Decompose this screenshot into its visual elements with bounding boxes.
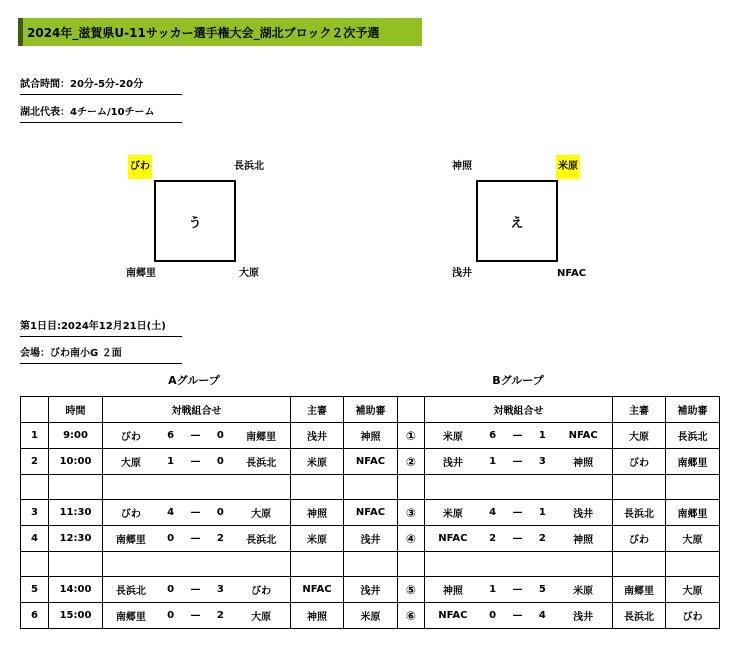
assistant-a: 浅井	[344, 577, 398, 603]
assistant-b: 南郷里	[666, 500, 720, 526]
score-away: 0	[216, 430, 224, 441]
assistant-a: 浅井	[344, 526, 398, 552]
referee-b: 長浜北	[613, 603, 666, 629]
team-home: NFAC	[438, 533, 468, 544]
score-dash: —	[512, 584, 523, 595]
score-dash: —	[512, 430, 523, 441]
day-info: 第1日目:2024年12月21日(土)	[20, 318, 182, 337]
match-number-a: 4	[21, 526, 49, 552]
score-dash: —	[512, 533, 523, 544]
empty-cell	[666, 552, 720, 577]
team-home: 米原	[442, 509, 463, 520]
score-away: 3	[216, 584, 224, 595]
referee-a: 浅井	[291, 423, 344, 449]
bracket-e-top-right	[556, 155, 580, 179]
score-away: 1	[538, 507, 546, 518]
group-a-title: Aグループ	[168, 374, 220, 387]
empty-cell	[49, 552, 103, 577]
match-number-b: ⑥	[398, 603, 425, 629]
referee-a: 米原	[291, 526, 344, 552]
matchup-b	[425, 449, 613, 475]
empty-cell	[344, 475, 398, 500]
assistant-a: 米原	[344, 603, 398, 629]
team-away: 神照	[573, 458, 594, 469]
score-home: 1	[167, 456, 175, 467]
team-home: NFAC	[438, 610, 468, 621]
header-referee-a: 主審	[291, 397, 344, 423]
empty-cell	[291, 475, 344, 500]
score-home: 4	[489, 507, 497, 518]
match-number-a: 1	[21, 423, 49, 449]
score-home: 0	[167, 610, 175, 621]
score-dash: —	[190, 533, 201, 544]
team-home: 浅井	[442, 458, 463, 469]
match-number-a: 5	[21, 577, 49, 603]
score-home: 1	[489, 456, 497, 467]
empty-cell	[666, 475, 720, 500]
matchup-b	[425, 423, 613, 449]
match-time: 9:00	[49, 423, 103, 449]
bracket-e-box	[476, 180, 558, 262]
empty-cell	[425, 552, 613, 577]
match-time: 14:00	[49, 577, 103, 603]
team-home: 米原	[442, 432, 463, 443]
team-home: 南郷里	[115, 612, 146, 623]
assistant-b: 大原	[666, 526, 720, 552]
team-home: びわ	[120, 509, 141, 520]
assistant-b: びわ	[666, 603, 720, 629]
match-number-a: 3	[21, 500, 49, 526]
page-title-text: 2024年_滋賀県U-11サッカー選手権大会_湖北ブロック２次予選	[27, 25, 380, 40]
header-assistant-b: 補助審	[666, 397, 720, 423]
team-away: びわ	[251, 586, 272, 597]
venue-info: 会場：びわ南小G ２面	[20, 345, 182, 364]
matchup-a	[103, 526, 291, 552]
assistant-a: NFAC	[344, 500, 398, 526]
table-header-row	[21, 397, 720, 423]
score-away: 4	[538, 610, 546, 621]
empty-cell	[425, 475, 613, 500]
score-home: 0	[489, 610, 497, 621]
bracket-u-bottom-left: 南郷里	[126, 268, 156, 279]
team-away: 神照	[573, 535, 594, 546]
matchup-a	[103, 449, 291, 475]
spacer-row	[21, 475, 720, 500]
referee-a: NFAC	[291, 577, 344, 603]
score-dash: —	[190, 430, 201, 441]
match-time: 11:30	[49, 500, 103, 526]
score-away: 0	[216, 507, 224, 518]
bracket-u-top-left-team: びわ	[128, 155, 152, 179]
header-no-a	[21, 397, 49, 423]
empty-cell	[398, 475, 425, 500]
header-assistant-a: 補助審	[344, 397, 398, 423]
score-dash: —	[190, 507, 201, 518]
assistant-a: NFAC	[344, 449, 398, 475]
group-b-title: Bグループ	[492, 374, 544, 387]
score-away: 2	[538, 533, 546, 544]
header-match-a: 対戦組合せ	[103, 397, 291, 423]
score-home: 1	[489, 584, 497, 595]
match-number-b: ⑤	[398, 577, 425, 603]
table-row	[21, 603, 720, 629]
score-dash: —	[190, 456, 201, 467]
bracket-u-bottom-right: 大原	[239, 268, 259, 279]
score-away: 0	[216, 456, 224, 467]
table-row	[21, 500, 720, 526]
score-dash: —	[512, 507, 523, 518]
match-time-info: 試合時間：20分-5分-20分	[20, 76, 182, 95]
empty-cell	[103, 475, 291, 500]
assistant-a: 神照	[344, 423, 398, 449]
referee-b: びわ	[613, 449, 666, 475]
empty-cell	[49, 475, 103, 500]
empty-cell	[291, 552, 344, 577]
score-home: 0	[167, 533, 175, 544]
team-home: びわ	[120, 432, 141, 443]
match-number-a: 6	[21, 603, 49, 629]
page-title	[18, 18, 422, 46]
score-home: 6	[167, 430, 175, 441]
team-away: 南郷里	[246, 432, 277, 443]
match-number-b: ③	[398, 500, 425, 526]
referee-b: 長浜北	[613, 500, 666, 526]
referee-b: 大原	[613, 423, 666, 449]
match-number-b: ①	[398, 423, 425, 449]
score-dash: —	[512, 610, 523, 621]
empty-cell	[21, 475, 49, 500]
bracket-u-top-right: 長浜北	[234, 161, 264, 172]
header-no-b	[398, 397, 425, 423]
score-away: 2	[216, 610, 224, 621]
matchup-b	[425, 577, 613, 603]
bracket-e-bottom-right: NFAC	[557, 268, 587, 279]
bracket-e-top-left: 神照	[452, 161, 472, 172]
score-away: 1	[538, 430, 546, 441]
table-row	[21, 423, 720, 449]
representatives-info: 湖北代表：4チーム/10チーム	[20, 104, 182, 123]
table-row	[21, 449, 720, 475]
match-time: 15:00	[49, 603, 103, 629]
table-row	[21, 577, 720, 603]
assistant-b: 大原	[666, 577, 720, 603]
bracket-e-bottom-left: 浅井	[452, 268, 472, 279]
assistant-b: 長浜北	[666, 423, 720, 449]
table-row	[21, 526, 720, 552]
bracket-e-label: え	[510, 215, 524, 231]
referee-b: びわ	[613, 526, 666, 552]
score-dash: —	[512, 456, 523, 467]
matchup-a	[103, 577, 291, 603]
score-away: 5	[538, 584, 546, 595]
bracket-e-top-right-team: 米原	[556, 155, 580, 179]
score-home: 4	[167, 507, 175, 518]
empty-cell	[613, 475, 666, 500]
team-home: 長浜北	[115, 586, 146, 597]
team-away: 大原	[251, 509, 272, 520]
score-dash: —	[190, 610, 201, 621]
empty-cell	[344, 552, 398, 577]
header-referee-b: 主審	[613, 397, 666, 423]
matchup-b	[425, 603, 613, 629]
matchup-a	[103, 500, 291, 526]
referee-a: 神照	[291, 603, 344, 629]
schedule-table	[20, 396, 720, 629]
score-dash: —	[190, 584, 201, 595]
match-number-a: 2	[21, 449, 49, 475]
team-away: NFAC	[568, 430, 598, 441]
bracket-u-box	[154, 180, 236, 262]
empty-cell	[398, 552, 425, 577]
matchup-b	[425, 526, 613, 552]
match-time: 10:00	[49, 449, 103, 475]
matchup-a	[103, 603, 291, 629]
score-away: 3	[538, 456, 546, 467]
empty-cell	[21, 552, 49, 577]
team-away: 長浜北	[246, 535, 277, 546]
bracket-u-top-left	[128, 155, 152, 179]
team-home: 大原	[120, 458, 141, 469]
empty-cell	[613, 552, 666, 577]
header-match-b: 対戦組合せ	[425, 397, 613, 423]
assistant-b: 南郷里	[666, 449, 720, 475]
team-away: 米原	[573, 586, 594, 597]
match-number-b: ②	[398, 449, 425, 475]
referee-a: 米原	[291, 449, 344, 475]
score-home: 0	[167, 584, 175, 595]
team-away: 長浜北	[246, 458, 277, 469]
matchup-b	[425, 500, 613, 526]
header-time: 時間	[49, 397, 103, 423]
bracket-u-label: う	[188, 215, 202, 231]
spacer-row	[21, 552, 720, 577]
empty-cell	[103, 552, 291, 577]
team-away: 浅井	[573, 612, 594, 623]
team-away: 大原	[251, 612, 272, 623]
team-home: 南郷里	[115, 535, 146, 546]
match-time: 12:30	[49, 526, 103, 552]
match-number-b: ④	[398, 526, 425, 552]
score-home: 6	[489, 430, 497, 441]
referee-a: 神照	[291, 500, 344, 526]
score-home: 2	[489, 533, 497, 544]
referee-b: 南郷里	[613, 577, 666, 603]
matchup-a	[103, 423, 291, 449]
score-away: 2	[216, 533, 224, 544]
team-home: 神照	[442, 586, 463, 597]
team-away: 浅井	[573, 509, 594, 520]
